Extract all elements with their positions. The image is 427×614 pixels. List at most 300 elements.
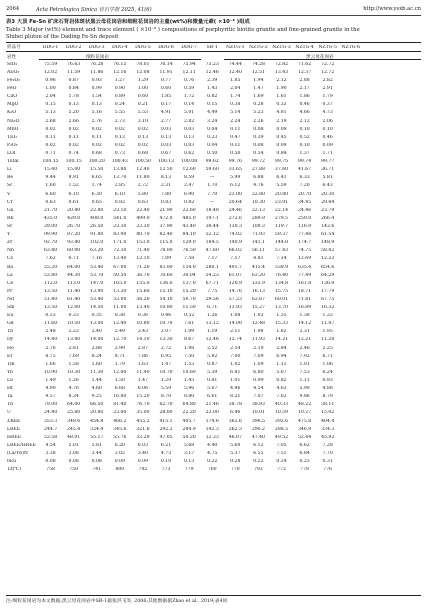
- table-cell: 0.02: [114, 126, 125, 132]
- table-row: [6, 320, 421, 328]
- table-cell: 14.21: [274, 337, 289, 343]
- table-cell: 396.5: [251, 418, 265, 424]
- table-cell: 7.07: [253, 394, 264, 400]
- table-cell: 0.03: [183, 142, 195, 148]
- table-cell: 12.74: [228, 337, 242, 343]
- table-cell: 0.02: [137, 142, 149, 148]
- table-cell: 6.06: [137, 386, 149, 392]
- table-cell: 10.70: [159, 321, 173, 327]
- table-cell: 11.93: [251, 337, 265, 343]
- table-cell: 5.37: [230, 451, 241, 457]
- table-cell: 6.24: [322, 369, 333, 375]
- table-cell: 1.47: [253, 86, 264, 92]
- table-cell: 760: [207, 467, 217, 473]
- table-cell: 773: [161, 467, 171, 473]
- table-cell: 15.60: [136, 288, 150, 294]
- table-cell: 2.54: [230, 345, 241, 351]
- table-cell: 7.28: [322, 442, 333, 448]
- table-cell: 7.70: [322, 451, 333, 457]
- table-cell: 2.13: [299, 118, 310, 124]
- row-label: Tm: [7, 361, 15, 367]
- table-body: [6, 60, 421, 474]
- table-cell: 12.46: [205, 337, 219, 343]
- table-cell: 0.63: [137, 199, 149, 205]
- table-cell: 1.08: [230, 313, 241, 319]
- row-label: Tb: [7, 329, 14, 335]
- table-cell: 0.96: [45, 77, 56, 83]
- table-cell: 7.16: [91, 256, 102, 262]
- header-rule: [6, 15, 421, 16]
- table-cell: 0.82: [276, 378, 287, 384]
- table-cell: 4.66: [299, 110, 310, 116]
- table-cell: 289.9: [251, 215, 265, 221]
- table-cell: 2.31: [160, 183, 172, 189]
- table-cell: 0.22: [207, 459, 218, 465]
- table-cell: 2.04: [230, 86, 241, 92]
- table-cell: 20.70: [298, 191, 312, 197]
- table-cell: 0.22: [253, 459, 264, 465]
- row-label: Lu: [7, 378, 14, 384]
- table-cell: 136.9: [321, 280, 335, 286]
- table-cell: 76.40: [274, 272, 289, 278]
- table-cell: 0.04: [207, 142, 218, 148]
- table-cell: 35.00: [136, 410, 150, 416]
- table-cell: 38.44: [205, 223, 219, 229]
- table-row: [6, 360, 421, 368]
- table-cell: 6.88: [253, 175, 264, 181]
- table-cell: 4.73: [160, 451, 172, 457]
- table-cell: 80.70: [136, 232, 150, 238]
- table-cell: 8.80: [183, 394, 195, 400]
- table-cell: 63.20: [251, 272, 265, 278]
- table-cell: 54.23: [205, 272, 219, 278]
- table-cell: 66.02: [228, 248, 242, 254]
- table-cell: 0.03: [160, 142, 172, 148]
- table-cell: 8.34: [68, 394, 79, 400]
- table-cell: 74.02: [228, 232, 242, 238]
- table-cell: 11.28: [321, 337, 335, 343]
- table-cell: 0.08: [253, 142, 264, 148]
- table-cell: 0.02: [137, 126, 149, 132]
- table-cell: 0.08: [68, 459, 79, 465]
- table-cell: 0.73: [114, 150, 125, 156]
- table-row: [6, 141, 421, 149]
- table-row: [6, 409, 421, 417]
- table-cell: 71.40: [136, 248, 150, 254]
- table-cell: 76.14: [159, 61, 173, 67]
- table-cell: 1.47: [160, 361, 172, 367]
- table-cell: 60.01: [274, 296, 289, 302]
- table-cell: 10.80: [159, 305, 173, 311]
- table-cell: 2.11: [230, 329, 241, 335]
- table-cell: 1.00: [137, 86, 149, 92]
- table-cell: 100.13: [157, 159, 175, 165]
- table-cell: 5.99: [299, 386, 310, 392]
- row-label: Zr: [7, 240, 13, 246]
- table-cell: 0.46: [322, 134, 333, 140]
- table-cell: 2.85: [114, 183, 125, 189]
- table-cell: 120.9: [228, 280, 242, 286]
- table-cell: 1.37: [299, 150, 310, 156]
- table-cell: 13.70: [113, 175, 127, 181]
- table-cell: 8.70: [160, 394, 172, 400]
- group1-underline: [39, 59, 201, 60]
- table-cell: 3.17: [183, 451, 195, 457]
- table-cell: 0.99: [253, 378, 264, 384]
- table-row: [6, 182, 421, 190]
- table-cell: 29.84: [321, 199, 335, 205]
- row-label: Eu: [7, 313, 14, 319]
- table-row: [6, 441, 421, 449]
- table-cell: 324.4: [90, 426, 104, 432]
- table-cell: 0.02: [91, 142, 102, 148]
- table-cell: 5.01: [68, 442, 79, 448]
- table-cell: 38.93: [251, 402, 265, 408]
- table-cell: 0.84: [276, 150, 287, 156]
- row-label: Nb: [7, 248, 14, 254]
- table-cell: 100.15: [42, 159, 59, 165]
- table-cell: 0.77: [160, 77, 172, 83]
- table-row: [6, 425, 421, 433]
- table-cell: 10.30: [251, 199, 265, 205]
- table-row: [6, 466, 421, 474]
- table-cell: 5.13: [45, 110, 56, 116]
- table-cell: 100.15: [65, 159, 82, 165]
- table-cell: 321.6: [136, 426, 150, 432]
- table-row: [6, 295, 421, 303]
- table-cell: 0.33: [68, 313, 79, 319]
- table-cell: 2.91: [322, 86, 333, 92]
- table-cell: 63.20: [90, 248, 104, 254]
- table-cell: 15.02: [321, 410, 335, 416]
- table-cell: 6.71: [207, 305, 218, 311]
- row-label: La: [7, 272, 13, 278]
- table-row: [6, 214, 421, 222]
- table-cell: 15.10: [159, 288, 173, 294]
- table-cell: 5.68: [183, 442, 195, 448]
- table-cell: 37.60: [274, 167, 289, 173]
- table-cell: 0.11: [230, 126, 241, 132]
- sample-header-cell: DDG-2: [65, 44, 82, 50]
- table-cell: 13.80: [113, 167, 127, 173]
- table-cell: 153.0: [136, 240, 150, 246]
- table-cell: 266.4: [321, 215, 335, 221]
- table-cell: 16.13: [251, 288, 265, 294]
- table-cell: 0.09: [322, 142, 333, 148]
- table-cell: 0.13: [183, 459, 195, 465]
- table-cell: 0.52: [299, 134, 310, 140]
- table-cell: 0.09: [137, 459, 149, 465]
- table-cell: 6.21: [160, 442, 172, 448]
- table-cell: 11.87: [321, 321, 335, 327]
- table-cell: 6.10: [68, 191, 79, 197]
- table-cell: 5.99: [230, 175, 241, 181]
- table-cell: 6.68: [114, 386, 125, 392]
- table-cell: 47.40: [251, 434, 265, 440]
- table-cell: 455.2: [136, 418, 150, 424]
- table-cell: 5.81: [91, 442, 102, 448]
- table-cell: 6.33: [299, 175, 310, 181]
- journal-name: Acta Petrologica Sinica 岩石学报 2025, 41(6): [36, 7, 152, 13]
- table-cell: 0.93: [322, 378, 333, 384]
- table-cell: 10.27: [298, 410, 312, 416]
- table-cell: 57.23: [228, 296, 242, 302]
- table-cell: 100.20: [88, 159, 105, 165]
- table-row: [6, 328, 421, 336]
- table-cell: 12.70: [113, 337, 127, 343]
- table-cell: 92.70: [43, 240, 58, 246]
- table-note: 注:细粒花岗岩为本文数据;黑云母花岗岩中SB-1据张洪飞等, 2006;其他数据据Zhao et al., 2019;表4同: [6, 599, 228, 604]
- table-cell: 334.3: [321, 426, 335, 432]
- row-label: Gd: [7, 321, 14, 327]
- table-cell: 2.24: [230, 118, 241, 124]
- table-row: [6, 312, 421, 320]
- row-label: SiO₂: [7, 61, 18, 67]
- table-cell: 1.98: [253, 329, 264, 335]
- table-cell: 0.84: [68, 86, 79, 92]
- table-cell: 4.76: [68, 386, 79, 392]
- table-cell: 5.67: [207, 386, 218, 392]
- table-cell: 99.76: [228, 159, 242, 165]
- table-cell: 392.6: [274, 418, 289, 424]
- table-cell: 429.0: [67, 215, 81, 221]
- table-cell: 7.62: [276, 394, 287, 400]
- table-row: [6, 304, 421, 312]
- table-cell: 50.70: [182, 296, 196, 302]
- table-cell: 772: [277, 467, 286, 473]
- table-cell: 454.8: [90, 418, 104, 424]
- row-label: HREE: [7, 434, 22, 440]
- table-cell: 0.02: [114, 142, 125, 148]
- table-cell: 155.0: [136, 280, 150, 286]
- table-cell: 9.57: [45, 394, 56, 400]
- table-cell: 405.7: [182, 418, 196, 424]
- table-cell: 25.80: [67, 410, 81, 416]
- table-cell: 0.61: [68, 199, 79, 205]
- table-cell: 70.60: [159, 272, 173, 278]
- table-cell: 99.90: [43, 232, 58, 238]
- table-cell: 1.61: [276, 94, 287, 100]
- table-cell: 10.60: [182, 369, 196, 375]
- table-cell: 82.40: [159, 232, 173, 238]
- table-cell: 147.0: [90, 280, 104, 286]
- table-cell: 14.40: [43, 337, 58, 343]
- table-cell: 3.08: [68, 451, 79, 457]
- table-row: [6, 336, 421, 344]
- table-cell: 174.7: [298, 240, 312, 246]
- table-cell: 0.87: [207, 361, 218, 367]
- table-row: [6, 190, 421, 198]
- table-cell: 2.43: [137, 329, 149, 335]
- table-cell: 6.41: [276, 175, 287, 181]
- table-cell: 27.88: [251, 167, 265, 173]
- table-row: [6, 433, 421, 441]
- table-cell: 77.49: [298, 272, 312, 278]
- table-cell: 13.40: [136, 305, 150, 311]
- table-cell: 76.50: [182, 248, 196, 254]
- table-cell: 2.19: [253, 345, 264, 351]
- table-cell: 750: [69, 467, 79, 473]
- table-cell: 129.0: [182, 240, 196, 246]
- table-cell: 3.10: [137, 118, 149, 124]
- table-cell: 0.28: [253, 102, 264, 108]
- table-cell: 272.6: [228, 215, 242, 221]
- table-cell: 0.13: [114, 134, 125, 140]
- table-cell: 12.00: [113, 369, 127, 375]
- table-cell: 14.12: [298, 321, 312, 327]
- table-cell: 0.89: [114, 94, 125, 100]
- table-cell: 2.47: [183, 183, 195, 189]
- sample-header-cell: DDG-1: [42, 44, 59, 50]
- table-cell: 1.50: [114, 378, 125, 384]
- table-cell: 2.26: [253, 118, 264, 124]
- table-cell: 778: [300, 467, 309, 473]
- table-cell: 91.80: [90, 232, 104, 238]
- table-cell: 46.07: [228, 434, 242, 440]
- table-cell: 7.50: [183, 353, 195, 359]
- table-cell: 5.55: [114, 110, 125, 116]
- table-cell: 0.36: [137, 313, 149, 319]
- table-cell: 142.3: [205, 426, 219, 432]
- table-cell: 2.99: [114, 345, 125, 351]
- table-cell: 51.40: [43, 296, 58, 302]
- table-cell: 23.10: [113, 207, 127, 213]
- table-cell: 1.98: [183, 345, 195, 351]
- table-cell: 12.60: [182, 167, 196, 173]
- table-cell: 4.63: [276, 386, 287, 392]
- table-cell: 10.90: [43, 369, 58, 375]
- table-cell: 62.67: [251, 296, 265, 302]
- table-cell: 15.20: [182, 288, 196, 294]
- table-cell: 58.82: [321, 248, 335, 254]
- table-cell: 81.40: [113, 402, 127, 408]
- table-cell: 2.77: [160, 118, 172, 124]
- table-cell: 5.23: [253, 110, 264, 116]
- sample-header-row: [6, 43, 421, 52]
- table-row: [6, 101, 421, 109]
- table-cell: 792: [254, 467, 263, 473]
- sample-label: 样品号: [7, 45, 21, 51]
- table-row: [6, 255, 421, 263]
- table-cell: 9.25: [91, 394, 102, 400]
- table-cell: 404.4: [321, 418, 335, 424]
- table-cell: 29.56: [205, 296, 219, 302]
- table-cell: 23.30: [136, 223, 150, 229]
- table-cell: 8.81: [253, 256, 264, 262]
- table-cell: 142.6: [321, 223, 335, 229]
- table-cell: 415.1: [159, 418, 173, 424]
- table-cell: 12.11: [182, 69, 196, 75]
- table-cell: 32.33: [205, 434, 219, 440]
- table-cell: 1.06: [322, 361, 333, 367]
- table-cell: 1.85: [230, 77, 241, 83]
- table-cell: 64.80: [182, 402, 196, 408]
- table-cell: 0.47: [230, 134, 241, 140]
- table-cell: 0.08: [253, 126, 264, 132]
- table-cell: 1.63: [137, 361, 149, 367]
- table-cell: 6.12: [230, 183, 241, 189]
- table-cell: 779: [184, 467, 194, 473]
- table-cell: 12.50: [159, 167, 173, 173]
- table-cell: 137.0: [182, 280, 196, 286]
- table-cell: 2.04: [45, 94, 56, 100]
- table-cell: 2.82: [322, 77, 333, 83]
- table-cell: 0.09: [276, 126, 287, 132]
- table-cell: 5.59: [160, 386, 172, 392]
- table-cell: 5.16: [91, 110, 102, 116]
- table-cell: 6.30: [91, 191, 102, 197]
- table-cell: 0.67: [160, 150, 172, 156]
- table-cell: 1.29: [137, 77, 149, 83]
- table-cell: 1.99: [183, 329, 195, 335]
- table-cell: 15.27: [251, 305, 265, 311]
- table-cell: 1.66: [45, 361, 56, 367]
- table-cell: 30.04: [182, 272, 196, 278]
- table-cell: 2.87: [137, 345, 149, 351]
- table-cell: 346.9: [298, 426, 312, 432]
- table-cell: 11.59: [67, 69, 81, 75]
- table-cell: 12.69: [298, 256, 312, 262]
- table-cell: 12.40: [136, 167, 150, 173]
- table-cell: 20.80: [90, 410, 104, 416]
- table-cell: 53.70: [90, 272, 104, 278]
- table-cell: 16.89: [298, 305, 312, 311]
- table-cell: 11.60: [43, 321, 58, 327]
- table-cell: 353.3: [43, 418, 58, 424]
- table-cell: 1.95: [322, 329, 333, 335]
- table-cell: 654.6: [321, 264, 335, 270]
- table-row: [6, 287, 421, 295]
- table-cell: 2.81: [68, 345, 79, 351]
- table-cell: 0.21: [137, 102, 149, 108]
- table-cell: 11.91: [159, 69, 173, 75]
- row-label: δEu: [7, 459, 17, 465]
- table-cell: 1.01: [299, 361, 310, 367]
- table-row: [6, 231, 421, 239]
- sample-header-cell: SB-1: [206, 44, 218, 50]
- table-row: [6, 93, 421, 101]
- table-cell: 2.31: [299, 329, 310, 335]
- page-header: [6, 6, 421, 15]
- table-cell: 56.11: [251, 248, 265, 254]
- table-cell: 52.44: [298, 434, 312, 440]
- table-cell: 15.50: [90, 167, 104, 173]
- table-row: [6, 239, 421, 247]
- table-cell: 1.47: [137, 378, 149, 384]
- table-cell: 48.22: [298, 402, 312, 408]
- table-cell: 116.9: [298, 223, 312, 229]
- table-cell: 83.90: [113, 232, 127, 238]
- table-cell: 6.62: [299, 442, 310, 448]
- table-cell: 1.32: [322, 313, 333, 319]
- table-cell: 197.1: [205, 215, 219, 221]
- table-cell: 0.10: [299, 126, 310, 132]
- table-cell: 1.26: [207, 313, 218, 319]
- table-cell: 0.35: [91, 313, 102, 319]
- table-cell: 499.0: [136, 215, 150, 221]
- table-cell: 0.02: [45, 126, 56, 132]
- table-cell: 5.20: [68, 110, 79, 116]
- table-row: [6, 279, 421, 287]
- table-cell: 1.82: [276, 329, 287, 335]
- table-cell: 5.80: [137, 191, 149, 197]
- table-cell: 1.70: [207, 183, 218, 189]
- table-cell: 0.13: [68, 102, 79, 108]
- table-cell: 14.10: [136, 337, 150, 343]
- table-cell: 67.00: [113, 264, 127, 270]
- sample-header-cell: DDG-3: [88, 44, 105, 50]
- table-cell: 113.0: [67, 280, 81, 286]
